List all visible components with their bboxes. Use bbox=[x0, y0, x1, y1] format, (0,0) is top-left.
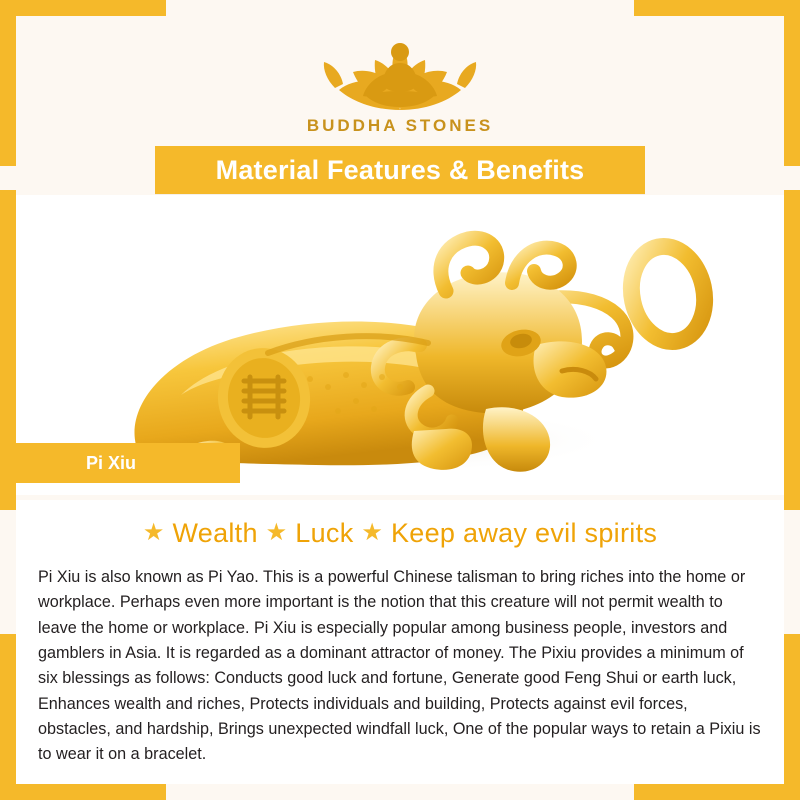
side-bar-left bbox=[0, 190, 16, 510]
benefits-headline bbox=[38, 518, 762, 549]
page-title: Material Features & Benefits bbox=[215, 154, 585, 185]
image-caption-tab bbox=[16, 443, 240, 483]
benefit-item-3: Keep away evil spirits bbox=[390, 518, 658, 548]
benefit-item-1: Wealth bbox=[172, 518, 258, 548]
star-icon-3: ★ bbox=[361, 519, 384, 546]
brand-logo-block bbox=[0, 18, 800, 136]
lotus-meditation-icon bbox=[305, 18, 495, 114]
description-section bbox=[16, 500, 784, 784]
brand-name: BUDDHA STONES bbox=[306, 116, 494, 135]
star-icon-2: ★ bbox=[265, 519, 288, 546]
star-icon-1: ★ bbox=[142, 519, 165, 546]
image-caption-label: Pi Xiu bbox=[86, 452, 137, 473]
benefit-item-2: Luck bbox=[295, 518, 354, 548]
description-paragraph: Pi Xiu is also known as Pi Yao. This is a powerful Chinese talisman to bring riches into the home or workplace. Perhaps even more important is the notion that this creature will not permit wealth to leave the home or workplace. Pi Xiu is especially popular among business people, investors and gamblers in Asia. It is regarded as a dominant attractor of money. The Pixiu provides a minimum of six blessings as follows: Conducts good luck and fortune, Generate good Feng Shui or earth luck, Enhances wealth and riches, Protects individuals and building, Protects against evil forces, obstacles, and hardship, Brings unexpected windfall luck, One of the popular ways to retain a Pixiu is to wear it on a bracelet. bbox=[38, 568, 761, 764]
title-banner bbox=[155, 146, 645, 194]
side-bar-right bbox=[784, 190, 800, 510]
